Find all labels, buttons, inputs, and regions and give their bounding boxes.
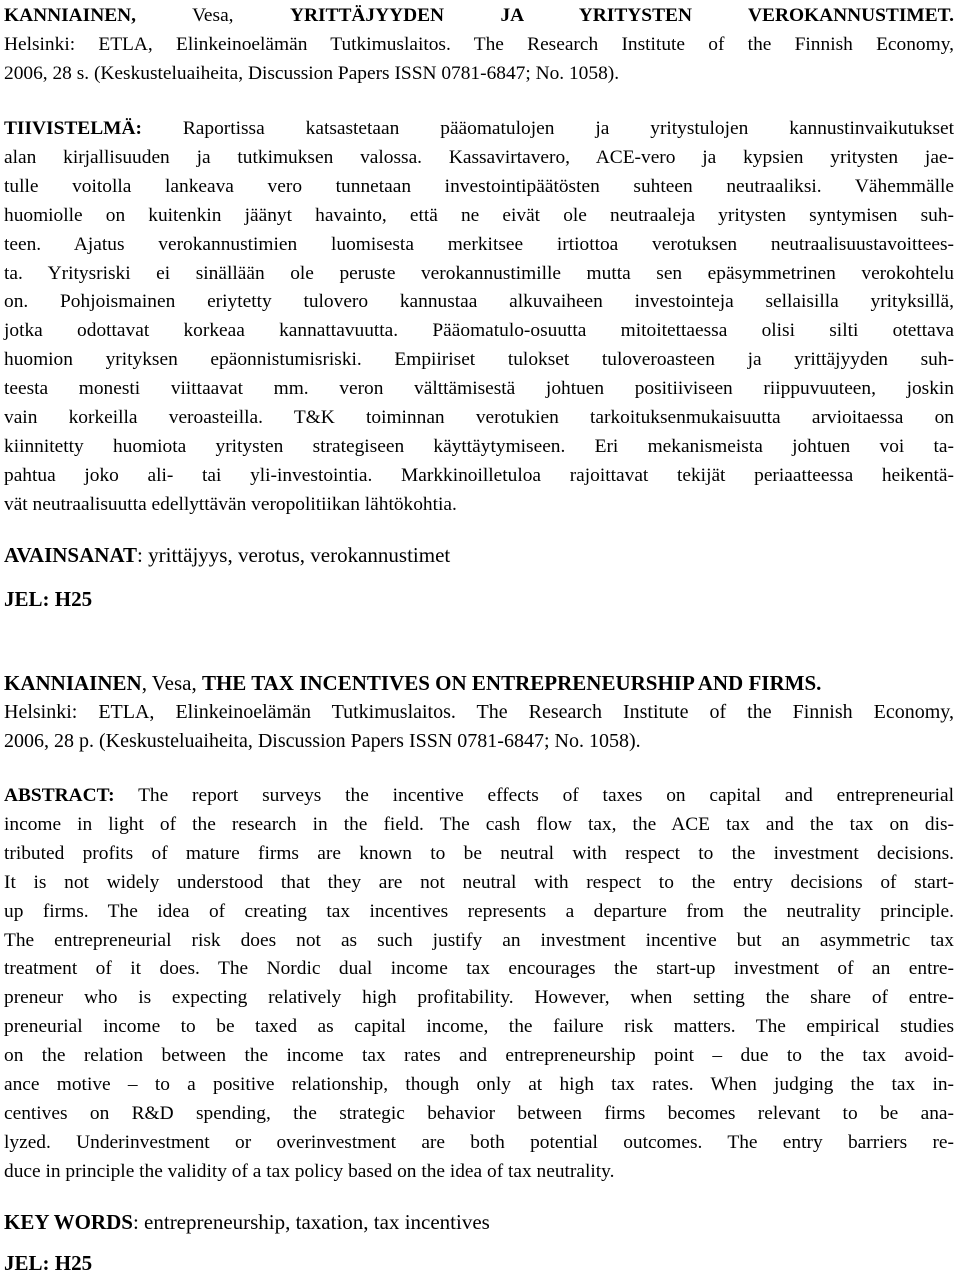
english-abstract-line: lyzed. Underinvestment or overinvestment are both potential outcomes. The entry barriers re- [4, 1131, 954, 1153]
english-citation-line-1 [4, 668, 954, 698]
finnish-author-last: KANNIAINEN, [4, 5, 136, 26]
english-citation-line-2: Helsinki: ETLA, Elinkeinoelämän Tutkimuslaitos. The Research Institute of the Finnish Economy, [4, 701, 954, 723]
finnish-abstract-line: ta. Yritysriski ei sinällään ole peruste verokannustimille mutta sen epäsymmetrinen verokohtelu [4, 262, 954, 284]
finnish-jel [4, 584, 954, 614]
finnish-jel-line [4, 584, 954, 614]
english-abstract-line: ance motive – to a positive relationship, though only at high tax rates. When judging the tax in- [4, 1074, 954, 1096]
finnish-abstract-line: pahtua joko ali- tai yli-investointia. Markkinoilletuloa rajoittavat tekijät periaatteessa heikentä- [4, 464, 954, 486]
english-abstract-line: income in light of the research in the field. The cash flow tax, the ACE tax and the tax on dis- [4, 813, 954, 835]
finnish-abstract-line: huomiolle on kuitenkin jäänyt havainto, että ne eivät ole neutraaleja yritysten syntymisen suh- [4, 204, 954, 226]
finnish-keywords [4, 540, 954, 570]
finnish-abstract-line: vät neutraalisuutta edellyttävän veropolitiikan lähtökohtia. [4, 493, 457, 515]
english-abstract-line: preneur who is expecting relatively high profitability. However, when setting the share of entre- [4, 987, 954, 1009]
english-citation [4, 668, 954, 756]
finnish-abstract-line: vain korkeilla veroasteilla. T&K toiminnan verotukien tarkoituksenmukaisuutta arvioitaessa on [4, 407, 954, 429]
english-citation-line-3: 2006, 28 p. (Keskusteluaiheita, Discussion Papers ISSN 0781-6847; No. 1058). [4, 730, 641, 752]
english-abstract-line: The entrepreneurial risk does not as such justify an investment incentive but an asymmetric tax [4, 929, 954, 951]
finnish-abstract-line: kiinnitetty huomiota yritysten strategiseen käyttäytymiseen. Eri mekanismeista johtuen voi ta- [4, 435, 954, 457]
english-abstract-line: treatment of it does. The Nordic dual income tax encourages the start-up investment of an entre- [4, 958, 954, 980]
finnish-abstract-line: tulle voitolla lankeava vero tunnetaan investointipäätösten suhteen neutraaliksi. Vähemmälle [4, 175, 954, 197]
finnish-abstract-line [4, 115, 954, 144]
english-abstract-line: duce in principle the validity of a tax policy based on the idea of tax neutrality. [4, 1160, 615, 1182]
english-abstract-line: on the relation between the income tax rates and entrepreneurship point – due to the tax avoid- [4, 1045, 954, 1067]
finnish-jel-code: JEL: H25 [4, 587, 93, 611]
finnish-abstract-line: jotka odottavat korkeaa kannattavuutta. Pääomatulo-osuutta mitoitettaessa olisi silti otettava [4, 320, 954, 342]
finnish-abstract-line: huomion yrityksen epäonnistumisriski. Empiiriset tulokset tuloveroasteen ja yrittäjyyden suh- [4, 349, 954, 371]
finnish-keywords-label: AVAINSANAT [4, 543, 138, 567]
finnish-keywords-line [4, 540, 954, 570]
finnish-author-first: Vesa, [135, 5, 290, 26]
finnish-citation-line-3: 2006, 28 s. (Keskusteluaiheita, Discussion Papers ISSN 0781-6847; No. 1058). [4, 62, 620, 84]
finnish-title: YRITTÄJYYDEN JA YRITYSTEN VEROKANNUSTIMET. [289, 5, 954, 26]
english-author-last: KANNIAINEN [4, 671, 142, 695]
finnish-abstract-label: TIIVISTELMÄ: [4, 118, 142, 139]
english-abstract-text: The report surveys the incentive effects of taxes on capital and entrepreneurial [114, 785, 954, 806]
english-abstract-line [4, 782, 954, 811]
finnish-abstract-line: teen. Ajatus verokannustimien luomisesta merkitsee irtiottoa verotuksen neutraalisuustavoittees- [4, 233, 954, 255]
english-abstract-label: ABSTRACT: [4, 785, 115, 806]
english-abstract-line: preneurial income to be taxed as capital income, the failure risk matters. The empirical studies [4, 1016, 954, 1038]
english-jel-code: JEL: H25 [4, 1251, 93, 1275]
english-keywords-text: : entrepreneurship, taxation, tax incentives [132, 1210, 490, 1234]
finnish-abstract [4, 115, 954, 520]
english-keywords-label: KEY WORDS [4, 1210, 133, 1234]
english-abstract-line: centives on R&D spending, the strategic behavior between firms becomes relevant to be ana- [4, 1102, 954, 1124]
english-abstract-line: tributed profits of mature firms are known to be neutral with respect to the investment decisions. [4, 842, 954, 864]
finnish-citation [4, 2, 954, 89]
english-abstract [4, 782, 954, 1187]
english-abstract-line: It is not widely understood that they are not neutral with respect to the entry decisions of start- [4, 871, 954, 893]
english-keywords [4, 1207, 954, 1237]
finnish-citation-line-2: Helsinki: ETLA, Elinkeinoelämän Tutkimuslaitos. The Research Institute of the Finnish Economy, [4, 33, 954, 55]
finnish-abstract-text: Raportissa katsastetaan pääomatulojen ja yritystulojen kannustinvaikutukset [141, 118, 954, 139]
english-abstract-line: up firms. The idea of creating tax incentives represents a departure from the neutrality principle. [4, 900, 954, 922]
finnish-abstract-line: teesta monesti viittaavat mm. veron välttämisestä johtuen positiiviseen riippuvuuteen, joskin [4, 378, 954, 400]
finnish-abstract-line: on. Pohjoismainen eriytetty tulovero kannustaa alkuvaiheen investointeja sellaisilla yrityksillä, [4, 291, 954, 313]
finnish-citation-line-1 [4, 2, 954, 31]
english-author-first: , Vesa, [141, 671, 202, 695]
finnish-abstract-line: alan kirjallisuuden ja tutkimuksen valossa. Kassavirtavero, ACE-vero ja kypsien yritysten jae- [4, 146, 954, 168]
english-title: THE TAX INCENTIVES ON ENTREPRENEURSHIP AND FIRMS. [201, 671, 822, 695]
finnish-keywords-text: : yrittäjyys, verotus, verokannustimet [137, 543, 451, 567]
english-keywords-line [4, 1207, 954, 1237]
